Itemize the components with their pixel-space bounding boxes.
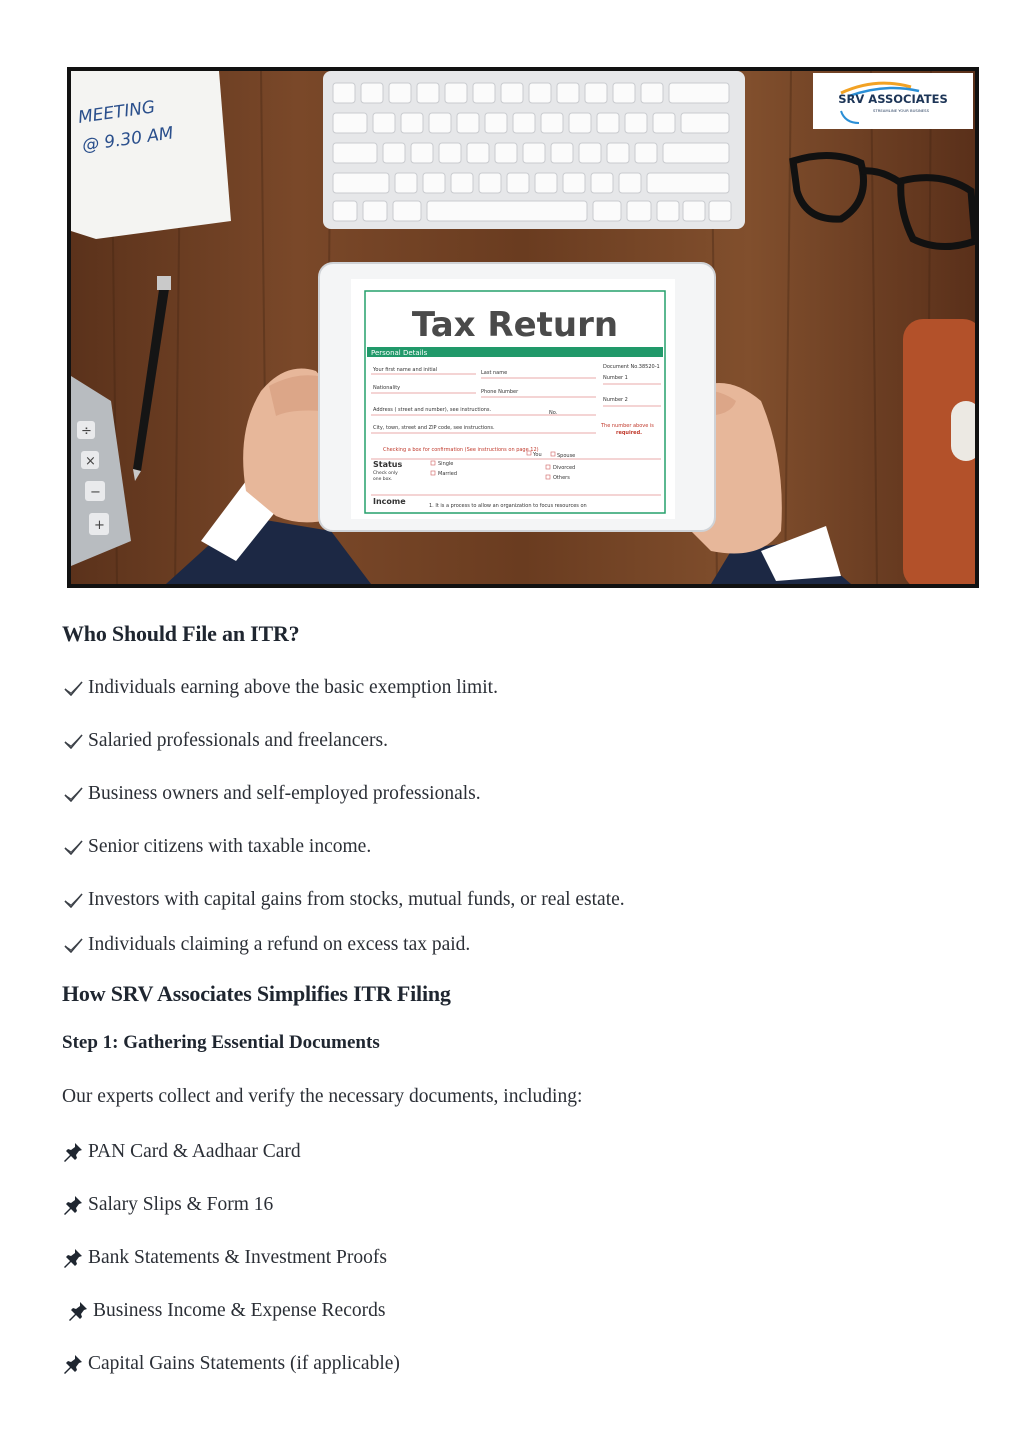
svg-text:Single: Single xyxy=(438,461,454,467)
svg-text:Married: Married xyxy=(438,471,458,477)
checkmark-icon xyxy=(62,730,84,752)
svg-text:Address ( street and number),: Address ( street and number), see instructions. xyxy=(373,407,492,413)
svg-text:×: × xyxy=(85,454,96,469)
checkmark-icon xyxy=(62,889,84,911)
hero-image xyxy=(67,67,979,588)
document-item xyxy=(62,1194,273,1216)
form-title: Tax Return xyxy=(411,305,619,345)
logo-name: SRV ASSOCIATES xyxy=(838,92,948,106)
pushpin-icon xyxy=(62,1247,84,1269)
pushpin-icon xyxy=(62,1141,84,1163)
section-heading-who-should-file: Who Should File an ITR? xyxy=(62,621,300,646)
svg-text:Nationality: Nationality xyxy=(373,385,401,391)
checkmark-icon xyxy=(62,836,84,858)
pushpin-icon xyxy=(67,1300,89,1322)
tablet xyxy=(319,263,715,531)
who-should-file-item xyxy=(62,677,498,699)
svg-text:Your first name and initial: Your first name and initial xyxy=(373,367,438,373)
document-item xyxy=(62,1353,400,1375)
svg-text:Document No.38520-1: Document No.38520-1 xyxy=(603,364,660,370)
svg-text:Income: Income xyxy=(373,497,406,506)
item-text: Salaried professionals and freelancers. xyxy=(88,730,388,751)
svg-text:required.: required. xyxy=(616,430,643,436)
svg-text:City, town, street and ZIP cod: City, town, street and ZIP code, see instructions. xyxy=(373,425,495,431)
sticky-note xyxy=(71,71,231,239)
note-line2: @ 9.30 AM xyxy=(80,123,175,156)
item-text: Salary Slips & Form 16 xyxy=(88,1194,274,1215)
item-text: Individuals earning above the basic exemption limit. xyxy=(88,677,498,698)
svg-text:one box.: one box. xyxy=(373,477,393,482)
checkmark-icon xyxy=(62,677,84,699)
form-section: Personal Details xyxy=(371,349,428,357)
svg-text:Number 2: Number 2 xyxy=(603,397,628,403)
item-text: Individuals claiming a refund on excess tax paid. xyxy=(88,934,471,955)
who-should-file-item xyxy=(62,889,625,911)
who-should-file-item xyxy=(62,836,371,858)
svg-text:Number 1: Number 1 xyxy=(603,375,628,381)
svg-text:÷: ÷ xyxy=(81,424,92,439)
who-should-file-item xyxy=(62,934,470,956)
who-should-file-item xyxy=(62,730,388,752)
checkmark-icon xyxy=(62,934,84,956)
step1-intro: Our experts collect and verify the necessary documents, including: xyxy=(62,1086,583,1107)
svg-text:+: + xyxy=(94,518,105,533)
srv-associates-logo xyxy=(813,73,973,129)
pushpin-icon xyxy=(62,1194,84,1216)
hero-illustration xyxy=(71,71,975,584)
item-text: PAN Card & Aadhaar Card xyxy=(88,1141,301,1162)
svg-text:Spouse: Spouse xyxy=(557,453,576,459)
step1-title: Step 1: Gathering Essential Documents xyxy=(62,1032,380,1053)
svg-text:Last name: Last name xyxy=(481,370,508,376)
checkmark-icon xyxy=(62,783,84,805)
who-should-file-item xyxy=(62,783,481,805)
section-heading-how-srv-simplifies: How SRV Associates Simplifies ITR Filing xyxy=(62,981,451,1006)
keyboard xyxy=(323,71,745,229)
document-item xyxy=(62,1247,387,1269)
item-text: Business owners and self-employed professionals. xyxy=(88,783,481,804)
svg-text:−: − xyxy=(90,485,101,500)
item-text: Business Income & Expense Records xyxy=(93,1300,386,1321)
item-text: Senior citizens with taxable income. xyxy=(88,836,372,857)
logo-tagline: STREAMLINE YOUR BUSINESS xyxy=(872,108,930,113)
leather-notebook xyxy=(903,319,975,584)
svg-text:Check only: Check only xyxy=(373,471,398,476)
svg-text:You: You xyxy=(533,452,542,458)
svg-text:No.: No. xyxy=(549,410,558,416)
svg-text:Others: Others xyxy=(553,475,570,481)
svg-text:Checking a box for confirmatio: Checking a box for confirmation (See instructions on page 12) xyxy=(383,447,539,453)
svg-text:1. It is a process to allow an: 1. It is a process to allow an organization to focus resources on xyxy=(429,503,587,509)
note-line1: MEETING xyxy=(76,97,157,128)
document-item xyxy=(62,1141,301,1163)
svg-text:Phone Number: Phone Number xyxy=(481,389,519,395)
item-text: Bank Statements & Investment Proofs xyxy=(88,1247,387,1268)
pushpin-icon xyxy=(62,1353,84,1375)
svg-text:The number above is: The number above is xyxy=(601,423,654,429)
svg-text:Status: Status xyxy=(373,460,403,469)
item-text: Capital Gains Statements (if applicable) xyxy=(88,1353,400,1374)
item-text: Investors with capital gains from stocks, mutual funds, or real estate. xyxy=(88,889,625,910)
document-item xyxy=(67,1300,385,1322)
svg-text:Divorced: Divorced xyxy=(553,465,576,471)
